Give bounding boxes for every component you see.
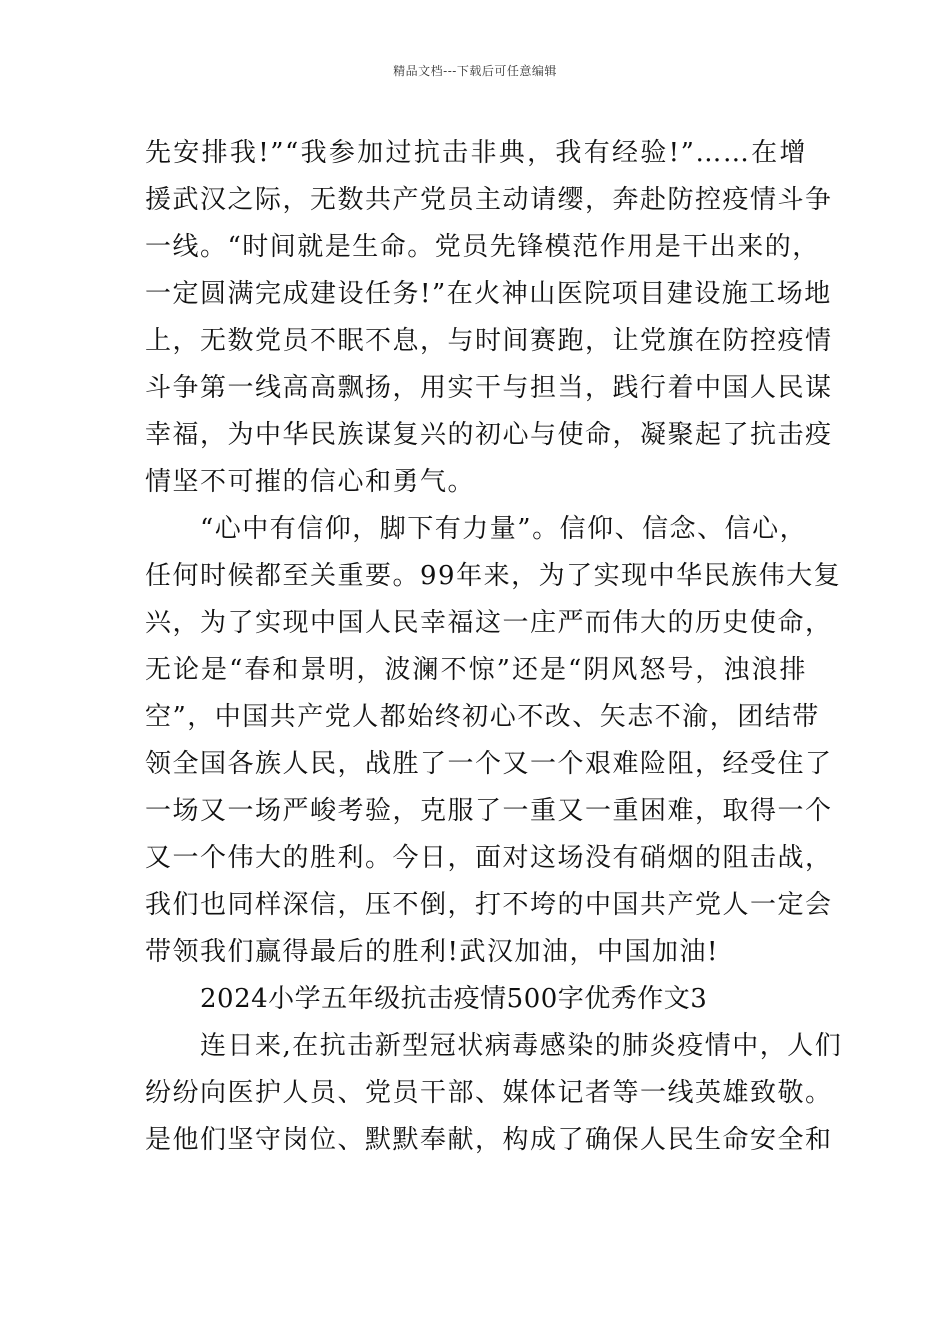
text-line: 一定圆满完成建设任务!”在火神山医院项目建设施工场地 xyxy=(145,279,832,309)
page-header: 精品文档---下载后可任意编辑 xyxy=(393,64,557,78)
text-line: 无论是“春和景明，波澜不惊”还是“阴风怒号，浊浪排 xyxy=(145,655,807,685)
text-line: 又一个伟大的胜利。今日，面对这场没有硝烟的阻击战， xyxy=(145,843,833,873)
text-line: 一线。“时间就是生命。党员先锋模范作用是干出来的， xyxy=(145,232,820,262)
text-line: 斗争第一线高高飘扬，用实干与担当，践行着中国人民谋 xyxy=(145,373,833,403)
section-heading: 2024小学五年级抗击疫情500字优秀作文3 xyxy=(200,984,708,1014)
paragraph xyxy=(145,1023,843,1164)
text-line: 是他们坚守岗位、默默奉献，构成了确保人民生命安全和 xyxy=(145,1125,833,1155)
paragraph xyxy=(145,506,842,976)
paragraph xyxy=(145,130,833,506)
text-line: 情坚不可摧的信心和勇气。 xyxy=(145,467,476,497)
text-line: 兴，为了实现中国人民幸福这一庄严而伟大的历史使命， xyxy=(145,608,833,638)
text-line: 我们也同样深信，压不倒，打不垮的中国共产党人一定会 xyxy=(145,890,833,920)
text-line: 幸福，为中华民族谋复兴的初心与使命，凝聚起了抗击疫 xyxy=(145,420,833,450)
text-line: 带领我们赢得最后的胜利!武汉加油，中国加油! xyxy=(145,937,719,967)
text-line: 连日来,在抗击新型冠状病毒感染的肺炎疫情中，人们 xyxy=(200,1031,843,1061)
text-line: 纷纷向医护人员、党员干部、媒体记者等一线英雄致敬。 xyxy=(145,1078,833,1108)
document-body xyxy=(145,130,843,1164)
text-line: 领全国各族人民，战胜了一个又一个艰难险阻，经受住了 xyxy=(145,749,833,779)
text-line: 空”，中国共产党人都始终初心不改、矢志不渝，团结带 xyxy=(145,702,820,732)
text-line: 上，无数党员不眠不息，与时间赛跑，让党旗在防控疫情 xyxy=(145,326,833,356)
text-line: 援武汉之际，无数共产党员主动请缨，奔赴防控疫情斗争 xyxy=(145,185,833,215)
text-line: 先安排我!”“我参加过抗击非典，我有经验!”……在增 xyxy=(145,138,807,168)
text-line: 任何时候都至关重要。99年来，为了实现中华民族伟大复 xyxy=(145,561,842,591)
text-line: “心中有信仰，脚下有力量”。信仰、信念、信心， xyxy=(200,514,808,544)
text-line: 一场又一场严峻考验，克服了一重又一重困难，取得一个 xyxy=(145,796,833,826)
